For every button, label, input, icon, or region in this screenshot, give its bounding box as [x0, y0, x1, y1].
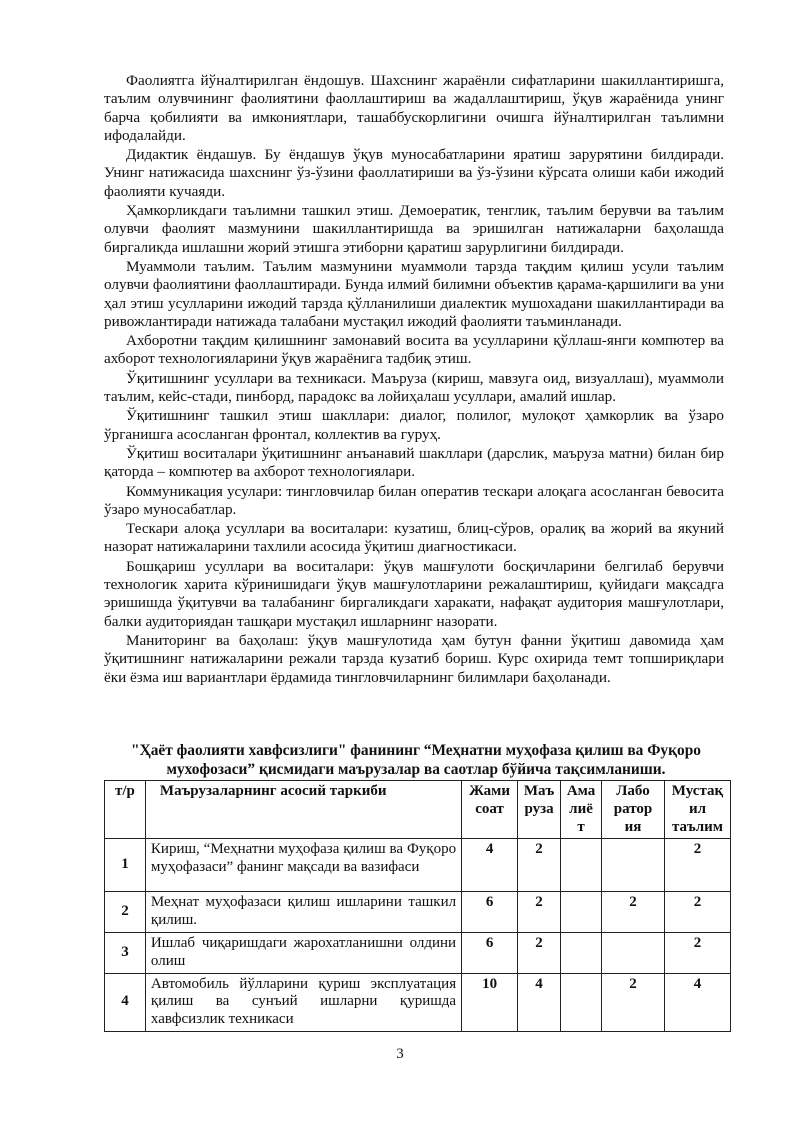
paragraph-teaching-methods: Ўқитишнинг усуллари ва техникаси. Маъруза (кириш, мавзуга оид, визуаллаш), муаммоли таълим, кейс-стади, пинборд, парадокс ва лойиҳалаш усуллари, амалий ишлар.: [104, 369, 724, 406]
row-practical: [561, 932, 602, 973]
row-lecture: 2: [518, 839, 561, 892]
row-lab: [602, 839, 665, 892]
row-number: 2: [105, 892, 146, 933]
table-title: [104, 742, 728, 779]
row-total: 6: [462, 932, 518, 973]
header-content: Маърузаларнинг асосий таркиби: [145, 781, 461, 839]
lecture-hours-table: [104, 780, 731, 1032]
paragraph-problem-learning: Муаммоли таълим. Таълим мазмунини муаммоли тарзда тақдим қилиш усули таълим олувчи фаолиятини фаоллаштиради. Бунда илмий билимни объектив қарама-қаршилиги ва уни ҳал этиш усулларини ижодий тарзда қўлланилиши диалектик мушохадани шакиллантиради ва ривожлантиради натижада талабани мустақил ижодий фаолияти таъминланади.: [104, 257, 724, 330]
paragraph-feedback: Тескари алоқа усуллари ва воситалари: кузатиш, блиц-сўров, оралиқ ва жорий ва якуний назорат натижаларини тахлили асосида ўқитиш диагностикаси.: [104, 520, 724, 556]
row-content: Автомобиль йўлларини қуриш эксплуатация қилиш ва сунъий ишларни қуришда хавфсизлик техникаси: [145, 973, 461, 1031]
row-content: Ишлаб чиқаришдаги жарохатланишни олдини олиш: [145, 932, 461, 973]
row-lab: [602, 932, 665, 973]
row-lab: 2: [602, 973, 665, 1031]
paragraph-information-methods: Ахборотни тақдим қилишнинг замонавий восита ва усулларини қўллаш-янги компютер ва ахборот технологияларини ўқув жараёнига тадбиқ этиш.: [104, 332, 724, 368]
header-total-hours: Жами соат: [462, 781, 518, 839]
paragraph-monitoring: Маниторинг ва баҳолаш: ўқув машғулотида ҳам бутун фанни ўқитиш давомида ҳам ўқитишнинг натижаларини режали тарзда кузатиб бориш. Курс охирида темт топшириқлари ёки ёзма иш вариантлари ёрдамида тингловчиларнинг билимлари баҳоланади.: [104, 631, 724, 686]
row-number: 3: [105, 932, 146, 973]
page-number: 3: [396, 1046, 404, 1062]
table-row: [105, 892, 731, 933]
row-independent: 4: [664, 973, 730, 1031]
row-practical: [561, 892, 602, 933]
paragraph-teaching-tools: Ўқитиш воситалари ўқитишнинг анъанавий шакллари (дарслик, маъруза матни) билан бир қаторда – компютер ва ахборот технологиялари.: [104, 444, 724, 481]
row-practical: [561, 839, 602, 892]
table-row: [105, 973, 731, 1031]
paragraph-management: Бошқариш усуллари ва воситалари: ўқув машғулоти босқичларини белгилаб берувчи технологик харита кўринишидаги ўқув машғулотларини режалаштириш, қуйидаги мақсадга эришишда ўқитувчи ва талабанинг биргаликдаги харакати, нафақат аудитория машғулотлари, балки аудиториядан ташқари мустақил ишларнинг назорати.: [104, 557, 724, 630]
table-header-row: [105, 781, 731, 839]
table-title-line-2: мухофозаси” қисмидаги маърузалар ва саотлар бўйича тақсимланиши.: [166, 760, 666, 778]
row-independent: 2: [664, 839, 730, 892]
table-row: [105, 839, 731, 892]
header-independent-study: Мустақ ил таълим: [664, 781, 730, 839]
row-independent: 2: [664, 932, 730, 973]
table-row: [105, 932, 731, 973]
row-lecture: 2: [518, 892, 561, 933]
row-independent: 2: [664, 892, 730, 933]
row-total: 6: [462, 892, 518, 933]
header-lecture: Маъ руза: [518, 781, 561, 839]
paragraph-cooperative-learning: Ҳамкорликдаги таълимни ташкил этиш. Демоератик, тенглик, таълим берувчи ва таълим олувчи фаолият мазмунини шакиллантиришда ва эришилган натижаларни баҳолашда биргаликда ишлашни жорий этишга этиборни қаратиш зарурлигини билдиради.: [104, 202, 724, 256]
paragraph-teaching-forms: Ўқитишнинг ташкил этиш шакллари: диалог, полилог, мулоқот ҳамкорлик ва ўзаро ўрганишга асосланган фронтал, коллектив ва гуруҳ.: [104, 407, 724, 443]
header-practical: Ама лиё т: [561, 781, 602, 839]
header-laboratory: Лабо ратор ия: [602, 781, 665, 839]
header-number: т/р: [105, 781, 146, 839]
paragraph-activity-approach: Фаолиятга йўналтирилган ёндошув. Шахснинг жараёнли сифатларини шакиллантиришга, таълим олувчининг фаолиятини фаоллаштириш ва жадаллаштириш, ўқув жараёнида унинг барча қобилияти ва имкониятлари, ташаббускорлигини очишга йўналтирилган таълимни ифодалайди.: [104, 72, 724, 144]
row-content: Меҳнат муҳофазаси қилиш ишларини ташкил қилиш.: [145, 892, 461, 933]
table-title-line-1: "Ҳаёт фаолияти хавфсизлиги" фанининг “Меҳнатни муҳофаза қилиш ва Фуқоро: [131, 742, 701, 759]
row-total: 10: [462, 973, 518, 1031]
row-lecture: 4: [518, 973, 561, 1031]
paragraph-communication: Коммуникация усулари: тингловчилар билан оператив тескари алоқага асосланган бевосита ўзаро муносабатлар.: [104, 482, 724, 518]
row-content: Кириш, “Меҳнатни муҳофаза қилиш ва Фуқоро муҳофазаси” фанинг мақсади ва вазифаси: [145, 839, 461, 892]
row-total: 4: [462, 839, 518, 892]
paragraph-didactic-approach: Дидактик ёндашув. Бу ёндашув ўқув муносабатларини яратиш зарурятини билдиради. Унинг натижасида шахснинг ўз-ўзини фаоллатириши ва ўз-ўзини кўрсата олиши каби ижодий фаолияти кучаяди.: [104, 146, 724, 200]
body-text: [104, 72, 724, 688]
row-lab: 2: [602, 892, 665, 933]
row-practical: [561, 973, 602, 1031]
row-number: 4: [105, 973, 146, 1031]
row-lecture: 2: [518, 932, 561, 973]
row-number: 1: [105, 839, 146, 892]
